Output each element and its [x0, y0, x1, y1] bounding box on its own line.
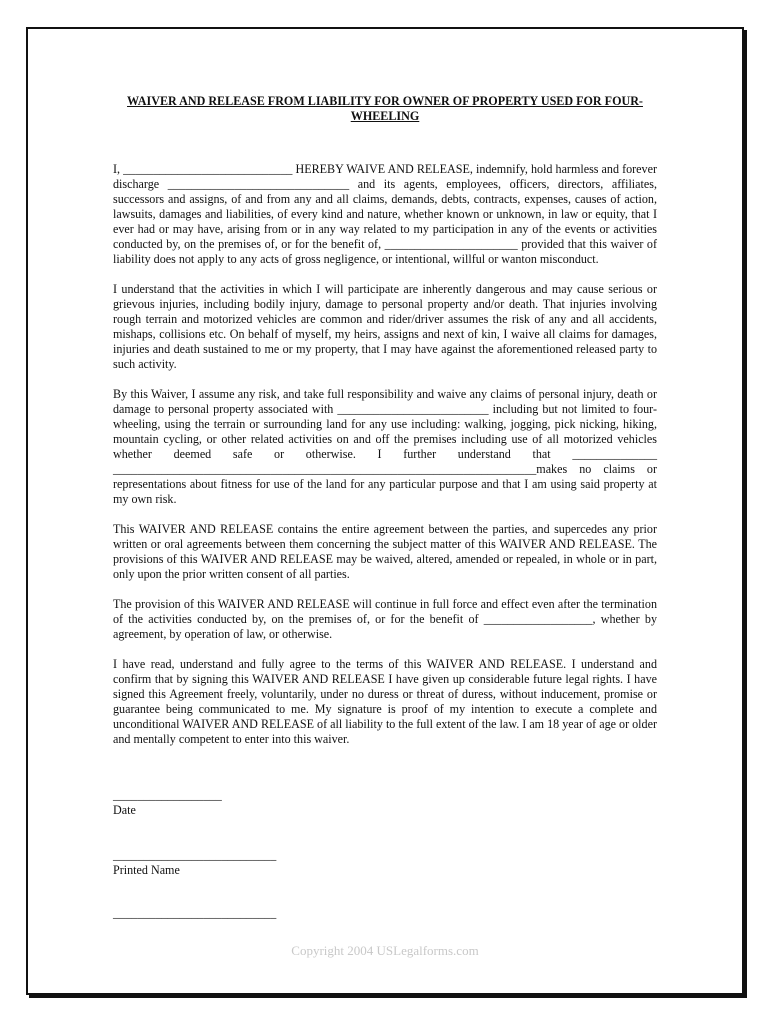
printed-name-label: Printed Name	[113, 863, 180, 877]
document-body	[113, 94, 657, 762]
printed-name-block	[113, 848, 276, 878]
copyright-footer: Copyright 2004 USLegalforms.com	[291, 943, 479, 958]
signature-line[interactable]: ___________________________	[113, 906, 277, 920]
paragraph-acknowledgement: I have read, understand and fully agree to the terms of this WAIVER AND RELEASE. I understand and confirm that by signing this WAIVER AND RELEASE I have given up considerable future legal rights. I have signed this Agreement freely, voluntarily, under no duress or threat of duress, without inducement, promise or guarantee being communicated to me. My signature is proof of my intention to execute a complete and unconditional WAIVER AND RELEASE of all liability to the full extent of the law. I am 18 year of age or older and mentally competent to enter into this waiver.	[113, 657, 657, 746]
paragraph-assumption: By this Waiver, I assume any risk, and take full responsibility and waive any claims of personal injury, death or damage to personal property associated with _________________________ including but not limited to four-wheeling, using the terrain or surrounding land for any use including: walking, jogging, pick nicking, hiking, mountain cycling, or other related activities on and off the premises including use of all motorized vehicles whether deemed safe or otherwise. I further understand that ______________ ______________________________________________________________________makes no claims or representations about fitness for use of the land for any particular purpose and that I am using said property at my own risk.	[113, 387, 657, 506]
date-signature-block	[113, 788, 222, 818]
document-title: WAIVER AND RELEASE FROM LIABILITY FOR OWNER OF PROPERTY USED FOR FOUR-WHEELING	[127, 94, 643, 123]
paragraph-survival: The provision of this WAIVER AND RELEASE will continue in full force and effect even after the termination of the activities conducted by, on the premises of, or for the benefit of __________________, whether by agreement, by operation of law, or otherwise.	[113, 597, 657, 641]
paragraph-risks: I understand that the activities in which I will participate are inherently dangerous and may cause serious or grievous injuries, including bodily injury, damage to personal property and/or death. That injuries involving rough terrain and motorized vehicles are common and rider/driver assumes the risk of any and all accidents, mishaps, collisions etc. On behalf of myself, my heirs, assigns and next of kin, I waive all claims for damages, injuries and death sustained to me or my property, that I may have against the aforementioned released party to such activity.	[113, 282, 657, 371]
signature-block	[113, 906, 276, 921]
date-line[interactable]: __________________	[113, 788, 222, 802]
date-label: Date	[113, 803, 136, 817]
printed-name-line[interactable]: ___________________________	[113, 848, 277, 862]
paragraph-release: I, ____________________________ HEREBY WAIVE AND RELEASE, indemnify, hold harmless and forever discharge ______________________________ and its agents, employees, officers, directors, affiliates, successors and assigns, of and from any and all claims, demands, debts, contracts, expenses, causes of action, lawsuits, damages and liabilities, of every kind and nature, whether known or unknown, in law or equity, that I ever had or may have, arising from or in any way related to my participation in any of the events or activities conducted by, on the premises of, or for the benefit of, ______________________ provided that this waiver of liability does not apply to any acts of gross negligence, or intentional, willful or wanton misconduct.	[113, 162, 657, 266]
paragraph-entire-agreement: This WAIVER AND RELEASE contains the entire agreement between the parties, and supercedes any prior written or oral agreements between them concerning the subject matter of this WAIVER AND RELEASE. The provisions of this WAIVER AND RELEASE may be waived, altered, amended or repealed, in whole or in part, only upon the prior written consent of all parties.	[113, 522, 657, 581]
